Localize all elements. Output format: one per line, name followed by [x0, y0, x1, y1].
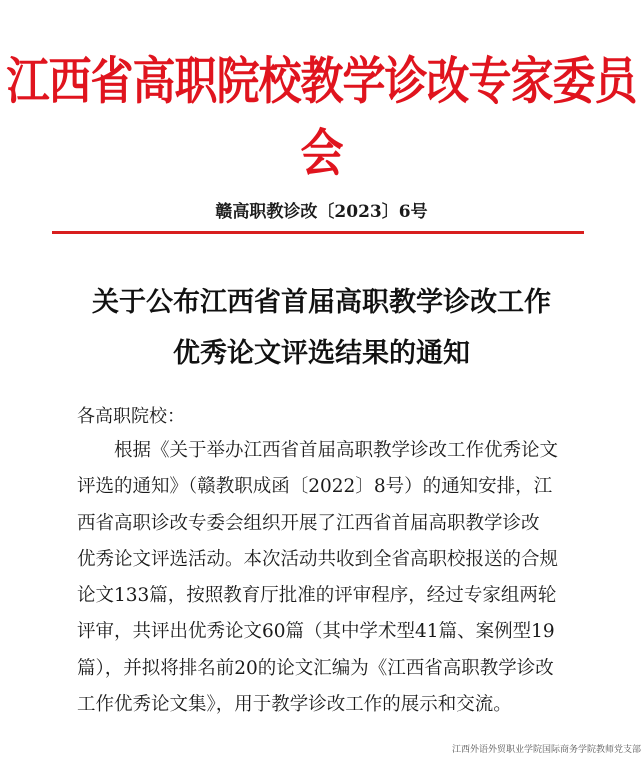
document-number: 赣高职教诊改〔2023〕6号: [215, 202, 428, 222]
red-divider-line: [52, 231, 584, 234]
body-line: 论文133篇，按照教育厅批准的评审程序，经过专家组两轮: [77, 585, 557, 607]
body-line: 篇），并拟将排名前20的论文汇编为《江西省高职教学诊改: [77, 657, 554, 679]
organization-header: 江西省高职院校教学诊改专家委员会: [6, 52, 637, 184]
body-line: 评审，共评出优秀论文60篇（其中学术型41篇、案例型19: [77, 621, 555, 643]
body-line: 西省高职诊改专委会组织开展了江西省首届高职教学诊改: [77, 512, 540, 534]
body-line: 评选的通知》（赣教职成函〔2022〕8号）的通知安排，江: [77, 476, 553, 498]
notice-title-line-2: 优秀论文评选结果的通知: [173, 338, 470, 369]
body-line: 优秀论文评选活动。本次活动共收到全省高职校报送的合规: [77, 548, 559, 570]
body-line: 工作优秀论文集》，用于教学诊改工作的展示和交流。: [77, 694, 512, 716]
body-paragraph: [77, 433, 567, 723]
footer-watermark: 江西外语外贸职业学院国际商务学院教师党支部: [451, 745, 641, 755]
body-line: 根据《关于举办江西省首届高职教学诊改工作优秀论文: [114, 440, 559, 461]
salutation: 各高职院校：: [77, 406, 185, 427]
notice-title-line-1: 关于公布江西省首届高职教学诊改工作: [92, 287, 551, 318]
